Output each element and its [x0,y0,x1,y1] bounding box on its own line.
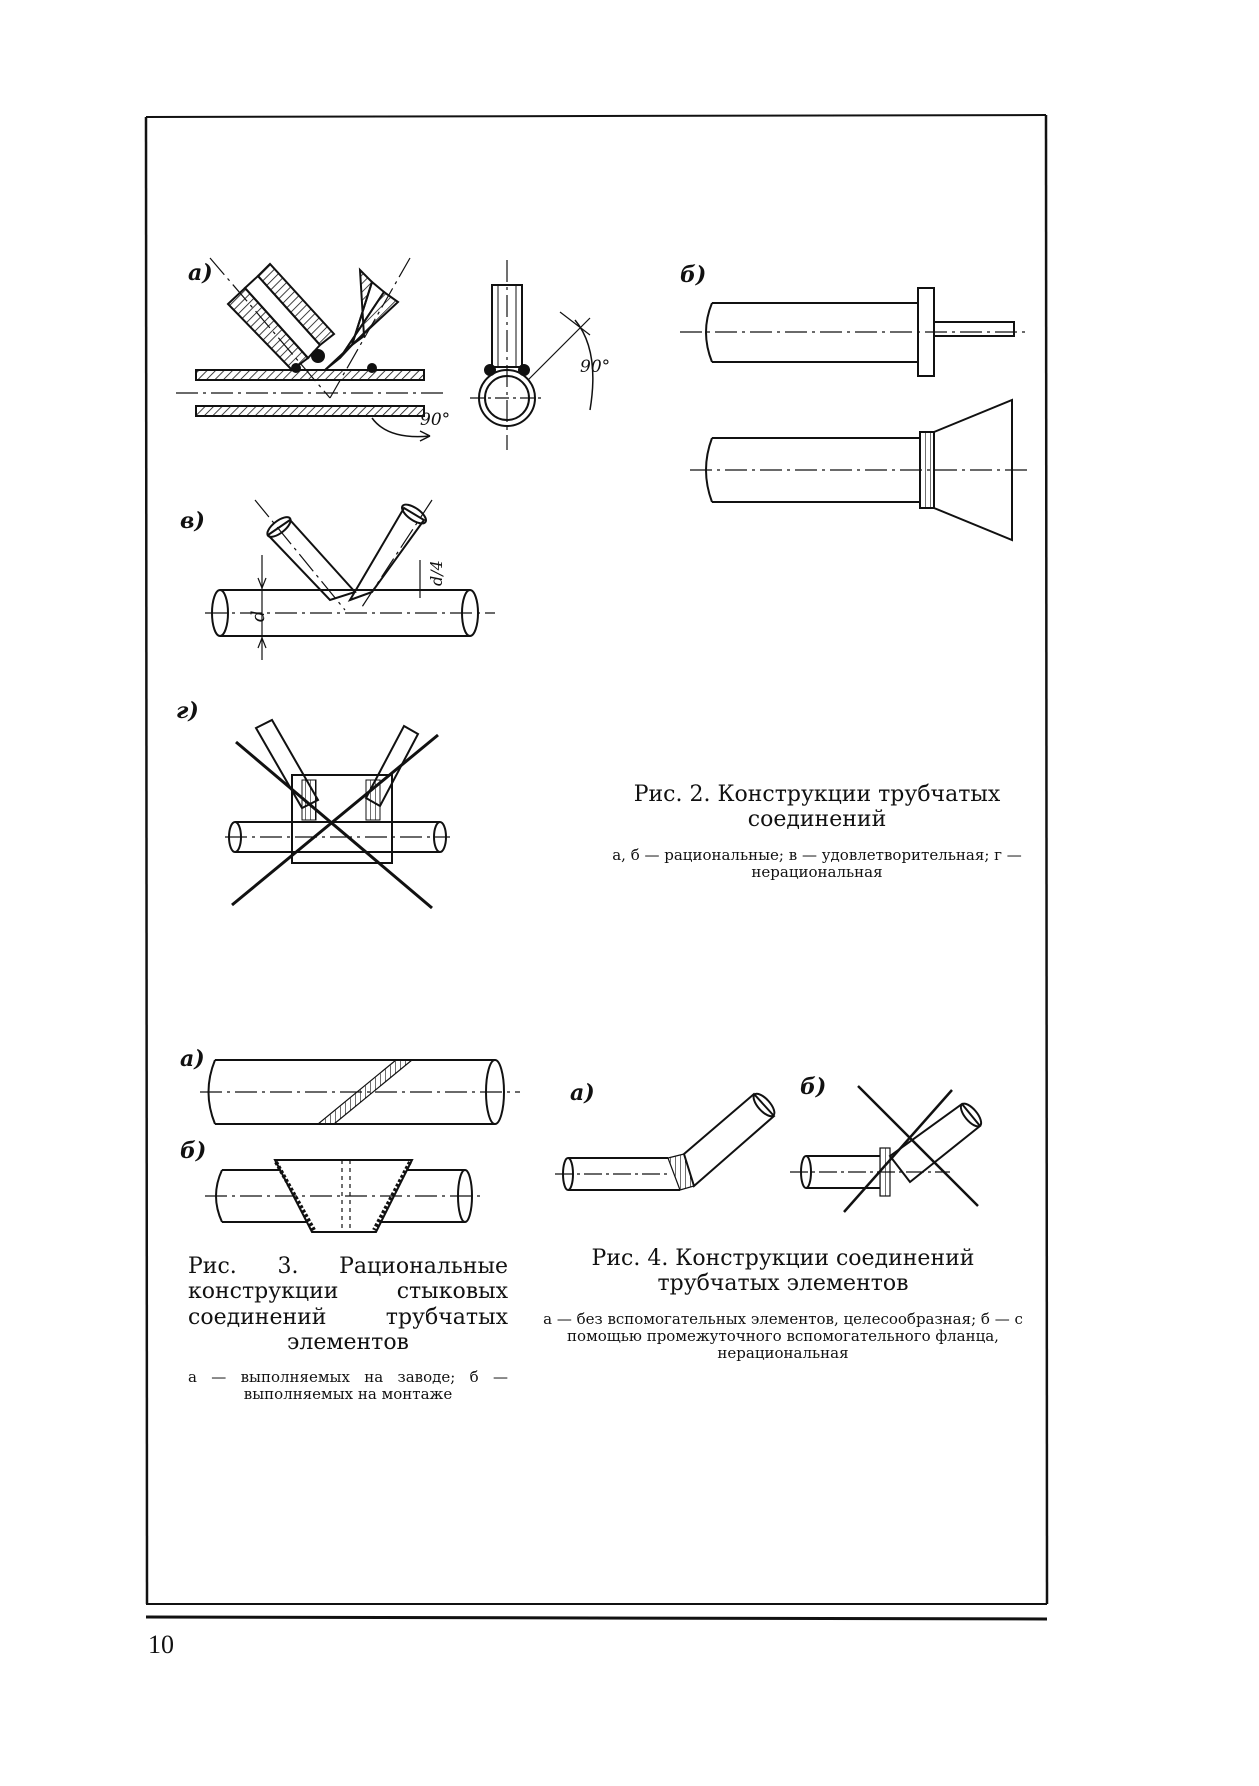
fig3-caption [188,1254,508,1404]
fig3-label-b: б) [180,1138,207,1164]
fig2-label-a: а) [188,260,213,286]
fig4-drawings [555,1074,985,1212]
fig3-label-a: а) [180,1046,205,1072]
fig4-label-a: а) [570,1080,595,1106]
page-number: 10 [148,1630,174,1659]
fig2-panel-b [680,262,1030,540]
fig2-dim-d: d [248,610,269,622]
fig4-title: Рис. 4. Конструкции соединений трубчатых элементов [591,1246,975,1297]
fig4-caption [536,1246,1030,1362]
fig2-label-d: г) [176,698,199,724]
fig4-legend: а — без вспомогательных элементов, целесообразная; б — с помощью промежуточного вспомогательного фланца, нерациональная [543,1309,1023,1363]
fig3-legend: а — выполняемых на заводе; б — выполняемых на монтаже [188,1368,508,1404]
fig2-label-c: в) [180,508,205,534]
fig3-drawings [180,1046,520,1232]
fig2-dim-90-a: 90° [420,410,451,430]
fig2-caption [612,782,1022,881]
fig2-title: Рис. 2. Конструкции трубчатых соединений [633,782,1001,833]
fig3-title: Рис. 3. Рациональные конструкции стыковых соединений трубчатых элементов [188,1254,508,1355]
fig2-panel-a [176,258,610,450]
fig4-label-b: б) [800,1074,827,1100]
fig2-legend: а, б — рациональные; в — удовлетворительная; г — нерациональная [612,845,1022,881]
fig2-panel-d [176,698,450,908]
fig2-dim-d4: d/4 [427,560,446,586]
fig2-panel-c [180,500,495,660]
fig2-dim-90-b: 90° [580,357,611,377]
fig2-label-b: б) [680,262,707,288]
